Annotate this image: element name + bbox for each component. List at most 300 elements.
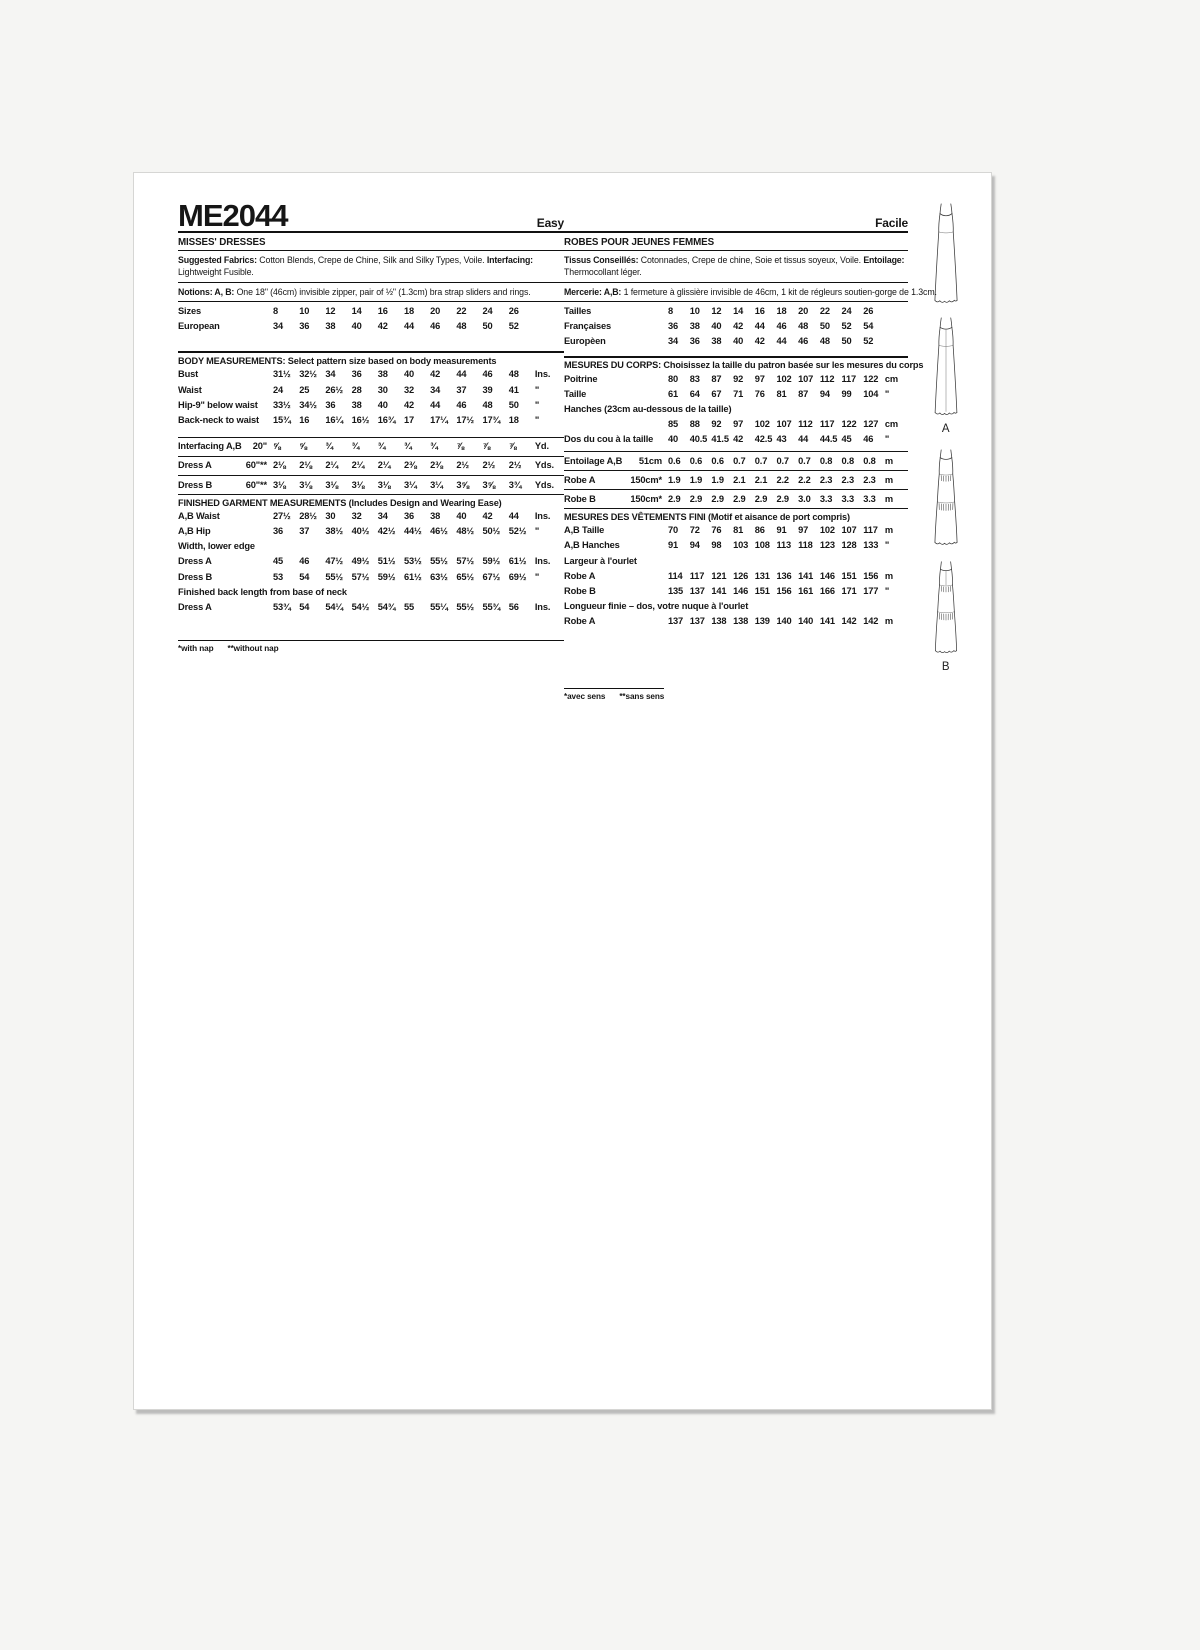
size-value: 16 [377, 306, 388, 317]
size-value: 117 [689, 570, 705, 581]
size-value: 81 [733, 525, 744, 536]
size-value: 2⅛ [299, 460, 312, 471]
fabric-width: 60"** [245, 460, 267, 471]
size-value: 133 [863, 540, 879, 551]
table-row [178, 438, 564, 457]
size-value: 34 [377, 511, 388, 522]
row-label: Finished back length from base of neck [178, 586, 347, 597]
size-value: 142 [863, 615, 879, 626]
size-value: 55½ [430, 556, 448, 567]
footnote-fr [564, 688, 664, 701]
size-value: 108 [754, 540, 770, 551]
view-b-label: B [941, 661, 951, 673]
table-row [564, 319, 908, 334]
size-value: 2.1 [733, 474, 746, 485]
yardage-table-fr [564, 451, 908, 509]
unit-label: Yds. [534, 460, 554, 471]
size-value: 3.3 [819, 493, 833, 504]
table-row [178, 600, 564, 615]
finished-heading-en: FINISHED GARMENT MEASUREMENTS (Includes Design and Wearing Ease) [178, 497, 502, 508]
size-value: 2⅜ [403, 460, 417, 471]
size-value: 156 [776, 585, 792, 596]
size-value: 103 [733, 540, 749, 551]
table-row [564, 402, 908, 417]
size-value: 38 [430, 511, 441, 522]
fabric-width: 51cm [638, 455, 662, 466]
size-value: 1.9 [668, 474, 681, 485]
fabrics-label-fr: Tissus Conseillés: [564, 254, 639, 265]
table-row [178, 413, 564, 428]
size-value: 123 [819, 540, 835, 551]
size-value: 54 [863, 321, 874, 332]
size-value: 50½ [482, 526, 501, 537]
size-value: 1.9 [711, 474, 724, 485]
footnote-wrap-fr [564, 686, 908, 704]
size-value: 54 [299, 571, 310, 582]
size-value: 139 [754, 615, 770, 626]
size-value: 112 [798, 418, 813, 429]
row-label: Dos du cou à la taille [564, 433, 654, 444]
size-value: 137 [668, 615, 684, 626]
unit-label: cm [884, 418, 899, 429]
size-value: 50 [508, 399, 519, 410]
size-value: 53½ [403, 556, 422, 567]
row-label: Dress B [178, 571, 213, 582]
size-value: 107 [798, 373, 814, 384]
size-value: 177 [863, 585, 879, 596]
size-value: 55 [403, 601, 414, 612]
size-value: 140 [798, 615, 814, 626]
row-label: Waist [178, 384, 202, 395]
size-value: 117 [819, 418, 835, 429]
size-value: 48 [456, 321, 467, 332]
size-value: 50 [819, 321, 830, 332]
size-value: 42 [733, 321, 744, 332]
size-value: 38 [351, 399, 362, 410]
row-label: Width, lower edge [178, 541, 255, 552]
size-value: 3.3 [841, 493, 854, 504]
size-value: 3⅝ [482, 479, 496, 490]
size-value: 55¾ [482, 601, 501, 612]
size-value: 2.9 [733, 493, 746, 504]
size-value: 39 [482, 384, 493, 395]
size-value: 67½ [482, 571, 501, 582]
header-fr [564, 195, 908, 233]
unit-label: " [534, 526, 540, 537]
size-value: 46 [776, 321, 787, 332]
size-value: ¾ [325, 441, 333, 452]
unit-label: " [534, 571, 540, 582]
size-value: 18 [403, 306, 414, 317]
size-value: 16¾ [377, 414, 396, 425]
size-value: 161 [798, 585, 814, 596]
size-value: 57½ [456, 556, 474, 567]
size-value: 42½ [377, 526, 396, 537]
size-value: 42 [430, 369, 441, 380]
fabric-width: 150cm* [630, 493, 662, 504]
size-value: 17 [403, 414, 414, 425]
unit-label: " [534, 399, 540, 410]
size-value: 151 [754, 585, 770, 596]
body-measurements-table-en [178, 367, 564, 427]
unit-label: Yd. [534, 441, 549, 452]
size-value: 43 [776, 433, 787, 444]
size-value: 16½ [351, 414, 370, 425]
size-value: 44 [754, 321, 765, 332]
notions-text-en: One 18" (46cm) invisible zipper, pair of ½" (1.3cm) bra strap sliders and rings. [234, 286, 531, 297]
size-value: 0.7 [733, 455, 746, 466]
size-value: 38 [689, 321, 700, 332]
size-value: 54¼ [325, 601, 344, 612]
size-value: 22 [819, 306, 830, 317]
size-value: 2.3 [863, 474, 876, 485]
unit-label: " [884, 540, 890, 551]
table-row [178, 524, 564, 539]
size-value: 85 [668, 418, 679, 429]
table-row [564, 538, 908, 553]
table-row [178, 554, 564, 569]
size-value: 64 [689, 388, 700, 399]
size-value: 34 [430, 384, 441, 395]
size-value: 122 [841, 418, 857, 429]
size-value: 16 [299, 414, 310, 425]
unit-label: Ins. [534, 511, 551, 522]
notions-text-fr: 1 fermeture à glissière invisible de 46cm, 1 kit de régleurs soutien-gorge de 1.3cm. [621, 286, 937, 297]
size-value: 3⅛ [377, 479, 391, 490]
table-row [178, 457, 564, 476]
unit-label: " [884, 433, 890, 444]
table-row [564, 334, 908, 349]
row-label: Hanches (23cm au-dessous de la taille) [564, 403, 732, 414]
size-value: 26½ [325, 384, 344, 395]
table-row [564, 304, 908, 319]
size-value: 36 [668, 321, 679, 332]
table-row [564, 554, 908, 569]
unit-label: m [884, 570, 893, 581]
size-value: 22 [456, 306, 467, 317]
size-value: 44 [456, 369, 467, 380]
size-value: 40 [456, 511, 467, 522]
size-value: 53¾ [273, 601, 291, 612]
size-value: 2¼ [351, 460, 365, 471]
fabric-width: 60"** [245, 479, 267, 490]
size-value: 28 [351, 384, 362, 395]
size-value: 41.5 [711, 433, 729, 444]
size-value: 25 [299, 384, 310, 395]
size-value: 2.1 [754, 474, 768, 485]
sizes-table-fr [564, 304, 908, 349]
size-value: 36 [273, 526, 284, 537]
size-value: 131 [754, 570, 770, 581]
row-label: Dress B 60"** [178, 478, 273, 493]
size-value: 49½ [351, 556, 370, 567]
row-label: Back-neck to waist [178, 414, 260, 425]
size-value: 36 [325, 399, 336, 410]
size-value: 46 [430, 321, 441, 332]
size-value: 50 [482, 321, 493, 332]
size-value: 97 [754, 373, 765, 384]
size-value: 3¼ [430, 479, 443, 490]
size-value: 98 [711, 540, 722, 551]
fabric-width: 20" [252, 441, 267, 452]
size-value: 3.0 [798, 493, 811, 504]
row-label: Robe A [564, 615, 596, 626]
size-value: 141 [798, 570, 814, 581]
size-value: 34 [273, 321, 284, 332]
size-value: 26 [508, 306, 519, 317]
size-value: 8 [273, 306, 279, 317]
finished-table-fr [564, 523, 908, 629]
unit-label: Ins. [534, 556, 551, 567]
table-row [178, 367, 564, 382]
row-label: Europèen [564, 336, 606, 347]
size-value: 156 [863, 570, 879, 581]
body-measurements-heading-en: BODY MEASUREMENTS: Select pattern size based on body measurements [178, 355, 497, 366]
size-value: 42 [482, 511, 493, 522]
row-label: Dress A 60"** [178, 458, 273, 473]
size-value: 48 [798, 321, 809, 332]
size-value: 42 [403, 399, 414, 410]
english-column [178, 195, 564, 653]
notions-label-fr: Mercerie: A,B: [564, 286, 622, 297]
size-value: 69½ [508, 571, 527, 582]
size-value: 112 [819, 373, 835, 384]
table-row [178, 570, 564, 585]
size-value: 0.6 [668, 455, 681, 466]
size-value: 54 [299, 601, 310, 612]
size-value: 10 [299, 306, 310, 317]
size-value: 36 [403, 511, 414, 522]
table-row [564, 490, 908, 509]
row-label: A,B Taille [564, 525, 605, 536]
size-value: 102 [754, 418, 770, 429]
size-value: 12 [711, 306, 722, 317]
size-value: 34 [668, 336, 679, 347]
size-value: 114 [668, 570, 683, 581]
footnote-sans-sens: **sans sens [619, 691, 665, 701]
table-row [564, 584, 908, 599]
size-value: 32 [403, 384, 414, 395]
table-row [178, 398, 564, 413]
size-value: 2.9 [711, 493, 724, 504]
size-value: 137 [689, 585, 705, 596]
size-value: 52 [863, 336, 874, 347]
unit-label: m [884, 474, 893, 485]
size-value: 10 [689, 306, 700, 317]
size-value: 32 [351, 511, 362, 522]
size-value: 0.7 [798, 455, 811, 466]
size-value: 27½ [273, 511, 291, 522]
unit-label: Ins. [534, 369, 551, 380]
footnote-avec-sens: *avec sens [564, 691, 606, 701]
row-label: Robe A 150cm* [564, 473, 668, 488]
unit-label: m [884, 455, 893, 466]
french-column [564, 195, 937, 704]
table-row [178, 476, 564, 495]
size-value: ¾ [377, 441, 386, 452]
size-value: 42.5 [754, 433, 773, 444]
size-value: 44.5 [819, 433, 838, 444]
size-value: 8 [668, 306, 674, 317]
size-value: 38½ [325, 526, 344, 537]
unit-label: " [534, 414, 540, 425]
body-measurements-section-en [178, 351, 564, 427]
footnote-en [178, 640, 564, 653]
section-title-fr: ROBES POUR JEUNES FEMMES [564, 233, 908, 251]
size-value: 113 [776, 540, 791, 551]
size-value: 41 [508, 384, 519, 395]
size-value: 91 [668, 540, 679, 551]
size-value: 3⅛ [325, 479, 338, 490]
size-value: 2.9 [776, 493, 789, 504]
row-label: Taille [564, 388, 587, 399]
size-value: 40 [351, 321, 362, 332]
size-value: ⅞ [508, 441, 517, 452]
size-value: ¾ [403, 441, 412, 452]
size-value: 83 [689, 373, 700, 384]
sizes-table-en [178, 304, 564, 334]
size-value: 137 [689, 615, 705, 626]
size-value: 87 [798, 388, 809, 399]
size-value: 2½ [508, 460, 522, 471]
table-row [564, 432, 908, 447]
table-row [564, 372, 908, 387]
size-value: 20 [430, 306, 441, 317]
fabrics-text-fr: Cotonnades, Crepe de chine, Soie et tissus soyeux, Voile. [638, 254, 864, 265]
pattern-envelope-page [133, 172, 992, 1410]
dress-b-front-illustration [928, 447, 964, 551]
size-value: 53 [273, 571, 284, 582]
size-value: 92 [711, 418, 722, 429]
unit-label: m [884, 525, 893, 536]
size-value: 146 [819, 570, 835, 581]
row-label: Poitrine [564, 373, 598, 384]
size-value: 46 [798, 336, 809, 347]
size-value: 38 [711, 336, 722, 347]
row-label: A,B Hip [178, 526, 211, 537]
table-row [178, 319, 564, 334]
size-value: 44 [776, 336, 787, 347]
size-value: 166 [819, 585, 835, 596]
size-value: 42 [733, 433, 744, 444]
size-value: 72 [689, 525, 700, 536]
size-value: 2½ [456, 460, 469, 471]
size-value: ¾ [351, 441, 360, 452]
size-value: 2.3 [819, 474, 833, 485]
size-value: 45 [273, 556, 284, 567]
size-value: 65½ [456, 571, 474, 582]
size-value: 46 [299, 556, 310, 567]
size-value: 52½ [508, 526, 527, 537]
size-value: 16¼ [325, 414, 344, 425]
size-value: 3⅛ [299, 479, 312, 490]
size-value: 40½ [351, 526, 370, 537]
size-value: 2.2 [798, 474, 811, 485]
fabrics-text-en: Cotton Blends, Crepe de Chine, Silk and Silky Types, Voile. [256, 254, 487, 265]
size-value: 59½ [377, 571, 396, 582]
table-row [178, 383, 564, 398]
size-value: 88 [689, 418, 700, 429]
size-value: 2¼ [325, 460, 338, 471]
size-value: 24 [841, 306, 852, 317]
size-value: 0.8 [863, 455, 876, 466]
size-value: 37 [299, 526, 310, 537]
size-value: ⅞ [456, 441, 464, 452]
row-label: Bust [178, 369, 199, 380]
size-value: 24 [482, 306, 493, 317]
pattern-number: ME2044 [178, 198, 288, 233]
footnote-with-nap: *with nap [178, 643, 214, 653]
size-value: 46 [482, 369, 493, 380]
size-value: 14 [733, 306, 744, 317]
size-value: 135 [668, 585, 684, 596]
size-value: 87 [711, 373, 722, 384]
fabrics-label-en: Suggested Fabrics: [178, 254, 257, 265]
size-value: 138 [711, 615, 727, 626]
unit-label: " [534, 384, 540, 395]
size-value: 38 [377, 369, 388, 380]
size-value: 40 [711, 321, 722, 332]
unit-label: m [884, 615, 893, 626]
unit-label: " [884, 388, 890, 399]
size-value: 36 [689, 336, 700, 347]
table-row [564, 599, 908, 614]
size-value: 20 [798, 306, 809, 317]
table-row [564, 452, 908, 471]
notions-paragraph-fr [564, 283, 937, 302]
table-row [178, 539, 564, 554]
size-value: 104 [863, 388, 879, 399]
illustration-column [915, 199, 977, 673]
size-value: 26 [863, 306, 874, 317]
size-value: 42 [754, 336, 765, 347]
size-value: 86 [754, 525, 765, 536]
size-value: 54¾ [377, 601, 396, 612]
size-value: 40 [668, 433, 679, 444]
size-value: 94 [819, 388, 830, 399]
fabrics-line1-en [178, 254, 564, 267]
size-value: 2⅛ [273, 460, 286, 471]
fabrics-line1-fr [564, 254, 908, 267]
size-value: 76 [711, 525, 722, 536]
size-value: 2.3 [841, 474, 854, 485]
size-value: 126 [733, 570, 749, 581]
size-value: 46 [456, 399, 467, 410]
size-value: 2½ [482, 460, 496, 471]
row-label: Interfacing A,B 20" [178, 439, 273, 454]
size-value: 47½ [325, 556, 344, 567]
fabrics-paragraph-fr [564, 251, 908, 284]
unit-label: Yds. [534, 479, 554, 490]
size-value: 50 [841, 336, 852, 347]
size-value: 48½ [456, 526, 474, 537]
size-value: 2.2 [776, 474, 789, 485]
size-value: 99 [841, 388, 852, 399]
size-value: 24 [273, 384, 284, 395]
size-value: 18 [508, 414, 519, 425]
size-value: 121 [711, 570, 727, 581]
size-value: 44 [403, 321, 414, 332]
size-value: 51½ [377, 556, 396, 567]
size-value: 2.9 [689, 493, 703, 504]
size-value: 30 [325, 511, 336, 522]
size-value: 107 [841, 525, 857, 536]
table-row [178, 585, 564, 600]
table-row [564, 523, 908, 538]
row-label: A,B Hanches [564, 540, 620, 551]
finished-table-en [178, 509, 564, 615]
size-value: 0.6 [711, 455, 724, 466]
